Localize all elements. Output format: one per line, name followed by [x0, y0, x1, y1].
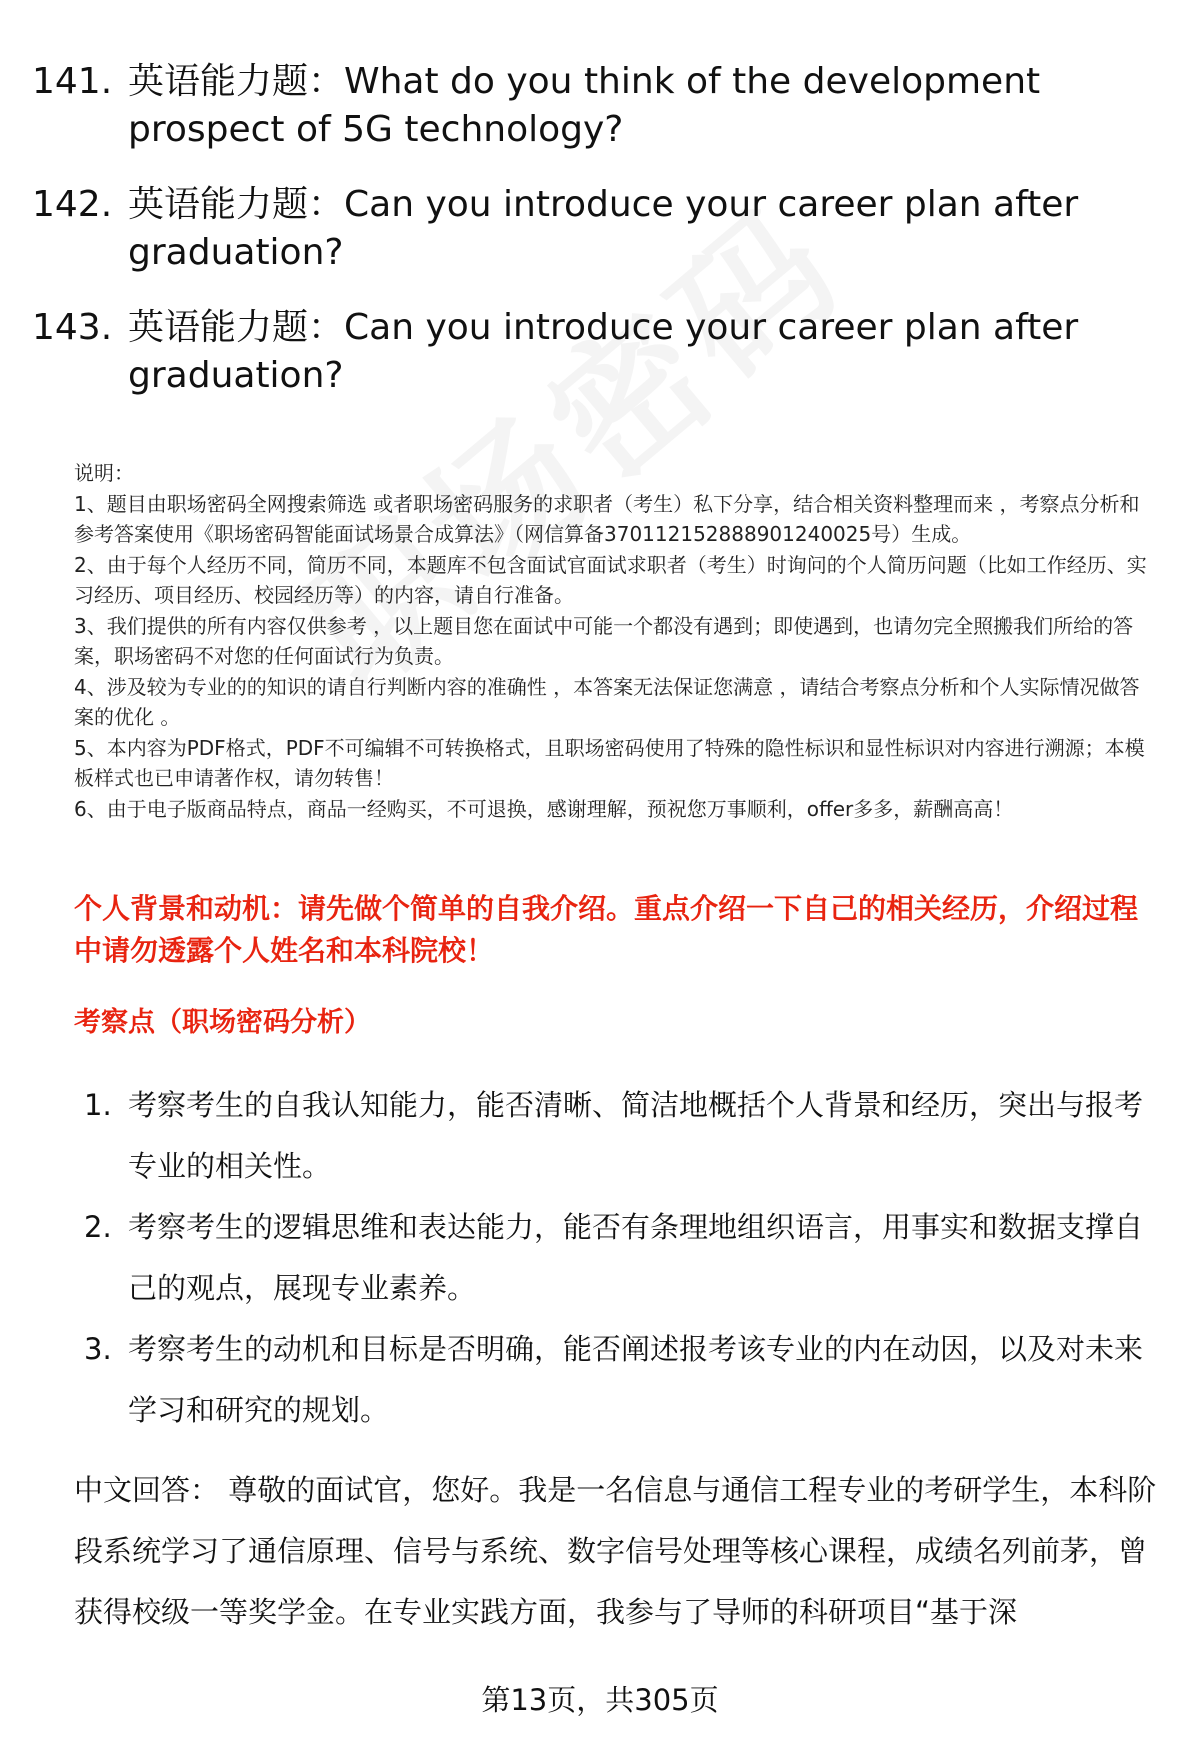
- question-item: [32, 304, 1162, 400]
- page-footer: 第13页，共305页: [481, 1683, 719, 1717]
- question-text: 英语能力题：Can you introduce your career plan after graduation?: [128, 184, 1079, 273]
- point-number: 3.: [84, 1332, 112, 1366]
- question-heading: 个人背景和动机：请先做个简单的自我介绍。重点介绍一下自己的相关经历，介绍过程中请勿透露个人姓名和本科院校！: [74, 892, 1139, 967]
- note-item: 2、由于每个人经历不同，简历不同，本题库不包含面试官面试求职者（考生）时询问的个人简历问题（比如工作经历、实习经历、项目经历、校园经历等）的内容，请自行准备。: [74, 552, 1147, 607]
- point-text: 考察考生的逻辑思维和表达能力，能否有条理地组织语言，用事实和数据支撑自己的观点，展现专业素养。: [128, 1210, 1144, 1305]
- analysis-list: [84, 1075, 1164, 1441]
- point-number: 2.: [84, 1210, 112, 1244]
- question-item: [32, 181, 1162, 277]
- question-number: 142.: [32, 184, 113, 225]
- point-text: 考察考生的自我认知能力，能否清晰、简洁地概括个人背景和经历，突出与报考专业的相关性。: [128, 1088, 1144, 1183]
- note-item: 4、涉及较为专业的的知识的请自行判断内容的准确性 ，本答案无法保证您满意 ，请结合考察点分析和个人实际情况做答案的优化 。: [74, 674, 1140, 729]
- note-item: 5、本内容为PDF格式，PDF不可编辑不可转换格式，且职场密码使用了特殊的隐性标识和显性标识对内容进行溯源；本模板样式也已申请著作权，请勿转售！: [74, 735, 1145, 790]
- question-text: 英语能力题：Can you introduce your career plan after graduation?: [128, 307, 1079, 396]
- analysis-point: [84, 1197, 1164, 1319]
- point-number: 1.: [84, 1088, 112, 1122]
- analysis-heading: 考察点（职场密码分析）: [74, 1007, 371, 1038]
- note-item: 3、我们提供的所有内容仅供参考 ，以上题目您在面试中可能一个都没有遇到；即使遇到，也请勿完全照搬我们所给的答案，职场密码不对您的任何面试行为负责。: [74, 613, 1134, 668]
- question-text: 英语能力题：What do you think of the development prospect of 5G technology?: [128, 61, 1041, 150]
- note-item: 1、题目由职场密码全网搜索筛选 或者职场密码服务的求职者（考生）私下分享，结合相关资料整理而来 ，考察点分析和参考答案使用《职场密码智能面试场景合成算法》（网信算备370112152888901240025号）生成。: [74, 491, 1140, 546]
- analysis-point: [84, 1075, 1164, 1197]
- question-list: [32, 58, 1162, 427]
- notes-section: [74, 458, 1156, 824]
- answer-paragraph: 中文回答： 尊敬的面试官，您好。我是一名信息与通信工程专业的考研学生，本科阶段系统学习了通信原理、信号与系统、数字信号处理等核心课程，成绩名列前茅，曾获得校级一等奖学金。在专业实践方面，我参与了导师的科研项目“基于深: [74, 1473, 1157, 1629]
- notes-title: 说明：: [74, 461, 134, 485]
- question-item: [32, 58, 1162, 154]
- question-number: 143.: [32, 307, 113, 348]
- question-number: 141.: [32, 61, 113, 102]
- analysis-point: [84, 1319, 1164, 1441]
- note-item: 6、由于电子版商品特点，商品一经购买，不可退换，感谢理解，预祝您万事顺利，offer多多，薪酬高高！: [74, 796, 1014, 821]
- point-text: 考察考生的动机和目标是否明确，能否阐述报考该专业的内在动因，以及对未来学习和研究的规划。: [128, 1332, 1144, 1427]
